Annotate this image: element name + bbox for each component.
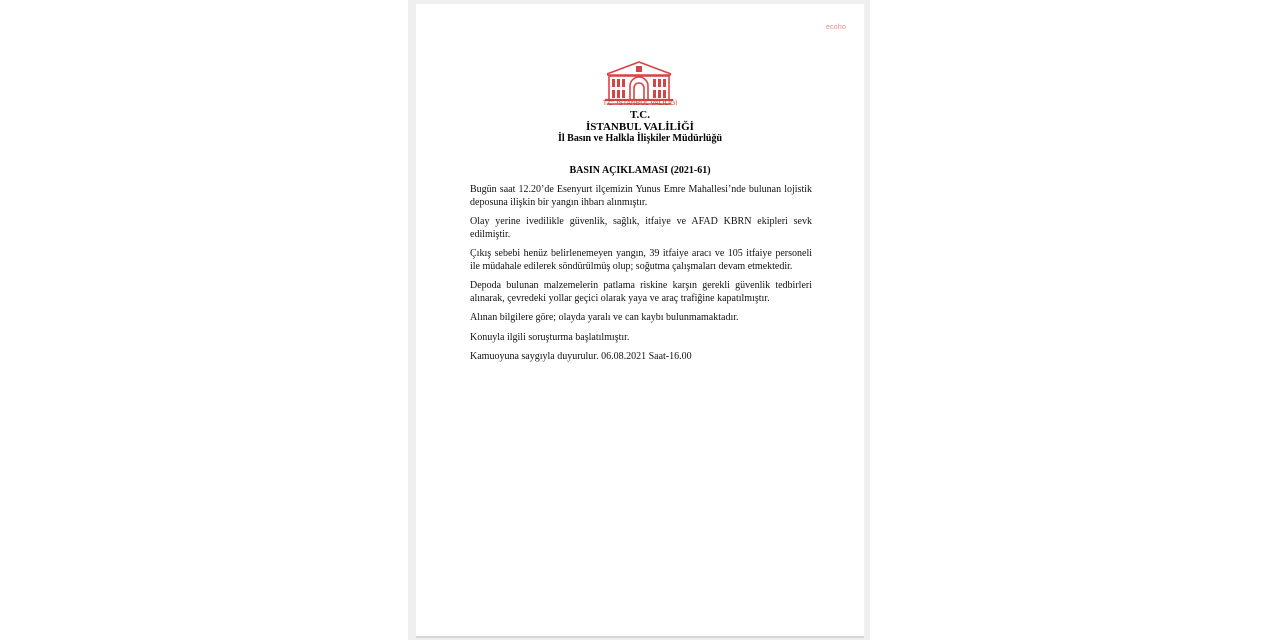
paragraph: Olay yerine ivedilikle güvenlik, sağlık, itfaiye ve AFAD KBRN ekipleri sevk edilmiştir. (470, 216, 812, 240)
press-release-title: BASIN AÇIKLAMASI (2021-61) (569, 165, 711, 176)
logo-caption: T.C. İSTANBUL VALİLİĞİ (602, 100, 678, 107)
header-department: İl Basın ve Halkla İlişkiler Müdürlüğü (557, 133, 723, 144)
paragraph: Bugün saat 12.20’de Esenyurt ilçemizin Yunus Emre Mahallesi’nde bulunan lojistik deposuna ilişkin bir yangın ihbarı alınmıştır. (470, 184, 812, 208)
press-release-body (470, 184, 812, 371)
paragraph: Depoda bulunan malzemelerin patlama riskine karşın gerekli güvenlik tedbirleri alınarak, çevredeki yollar geçici olarak yaya ve araç trafiğine kapatılmıştır. (470, 280, 812, 304)
header-office: İSTANBUL VALİLİĞİ (586, 121, 694, 133)
closing-line: Kamuoyuna saygıyla duyurulur. 06.08.2021 Saat-16.00 (470, 351, 692, 362)
header-tc: T.C. (630, 109, 650, 121)
paragraph: Alınan bilgilere göre; olayda yaralı ve can kaybı bulunmamaktadır. (470, 312, 739, 323)
paragraph: Çıkış sebebi henüz belirlenemeyen yangın, 39 itfaiye aracı ve 105 itfaiye personeli ile müdahale edilerek söndürülmüş olup; soğutma çalışmaları devam etmektedir. (470, 248, 812, 272)
paragraph: Konuyla ilgili soruşturma başlatılmıştır. (470, 331, 630, 343)
page-bottom-edge (416, 636, 864, 638)
watermark-text: ecoho (826, 24, 847, 31)
